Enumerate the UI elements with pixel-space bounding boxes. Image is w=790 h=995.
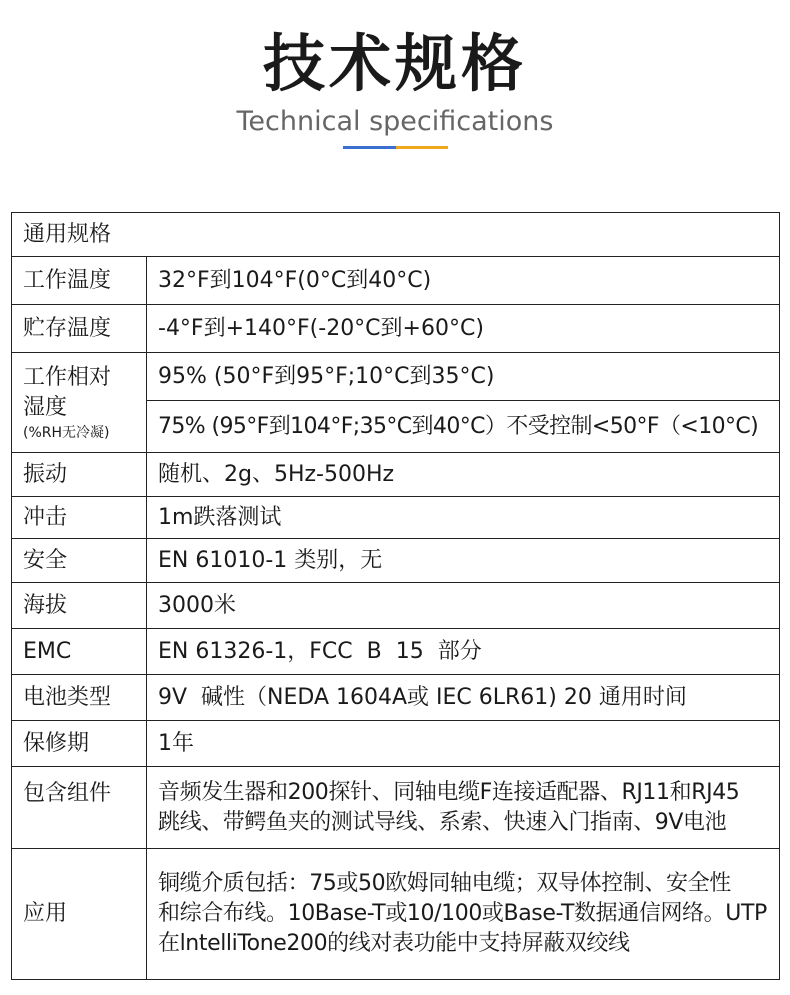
table-row-shock <box>12 497 780 539</box>
row-label: 冲击 <box>12 497 147 539</box>
row-value-cell <box>147 767 780 849</box>
row-label: EMC <box>12 629 147 675</box>
row-value: 95% (50°F到95°F;10°C到35°C) <box>147 353 780 401</box>
row-label: 应用 <box>12 849 147 980</box>
section-label: 通用规格 <box>12 213 780 257</box>
row-label: 包含组件 <box>12 767 147 849</box>
row-label: 海拔 <box>12 583 147 629</box>
row-label-line2: 湿度 <box>23 394 68 420</box>
row-label: 电池类型 <box>12 675 147 721</box>
row-value: EN 61326-1，FCC B 15 部分 <box>147 629 780 675</box>
row-label-line1: 工作相对 <box>23 364 112 390</box>
spec-table <box>11 212 780 980</box>
table-row-emc <box>12 629 780 675</box>
table-row-battery <box>12 675 780 721</box>
table-row-humidity-1 <box>12 353 780 401</box>
row-label: 安全 <box>12 539 147 583</box>
table-row-section <box>12 213 780 257</box>
row-value: 随机、2g、5Hz-500Hz <box>147 453 780 497</box>
row-value-line2: 跳线、带鳄鱼夹的测试导线、系索、快速入门指南、9V电池 <box>158 809 727 835</box>
row-value-line3: 在lntelliTone200的线对表功能中支持屏蔽双绞线 <box>158 931 630 956</box>
page-subtitle: Technical specifications <box>236 106 554 137</box>
row-value: -4°F到+140°F(-20°C到+60°C) <box>147 305 780 353</box>
row-value-cell <box>147 849 780 980</box>
row-value-line2: 和综合布线。10Base-T或10/100或Base-T数据通信网络。UTP <box>158 901 767 926</box>
accent-bar-orange <box>396 146 448 149</box>
row-value-line1: 音频发生器和200探针、同轴电缆F连接适配器、RJ11和RJ45 <box>158 779 740 805</box>
row-value: EN 61010-1 类别，无 <box>147 539 780 583</box>
table-row-op-temp <box>12 257 780 305</box>
row-label: 保修期 <box>12 721 147 767</box>
table-row-warranty <box>12 721 780 767</box>
row-label-note: (%RH无冷凝) <box>23 424 110 441</box>
row-label: 振动 <box>12 453 147 497</box>
table-row-contents <box>12 767 780 849</box>
row-value: 3000米 <box>147 583 780 629</box>
row-value: 1年 <box>147 721 780 767</box>
row-value: 9V 碱性（NEDA 1604A或 IEC 6LR61) 20 通用时间 <box>147 675 780 721</box>
row-value: 32°F到104°F(0°C到40°C) <box>147 257 780 305</box>
table-row-storage-temp <box>12 305 780 353</box>
page-title: 技术规格 <box>262 27 527 100</box>
humidity-label-cell <box>12 353 147 453</box>
row-value-line1: 铜缆介质包括：75或50欧姆同轴电缆；双导体控制、安全性 <box>158 871 731 896</box>
table-row-vibration <box>12 453 780 497</box>
row-label: 贮存温度 <box>12 305 147 353</box>
row-value: 75% (95°F到104°F;35°C到40°C）不受控制<50°F（<10°C) <box>147 401 780 453</box>
table-row-application <box>12 849 780 980</box>
row-value: 1m跌落测试 <box>147 497 780 539</box>
accent-bar-blue <box>343 146 396 149</box>
row-label: 工作温度 <box>12 257 147 305</box>
table-row-altitude <box>12 583 780 629</box>
table-row-safety <box>12 539 780 583</box>
